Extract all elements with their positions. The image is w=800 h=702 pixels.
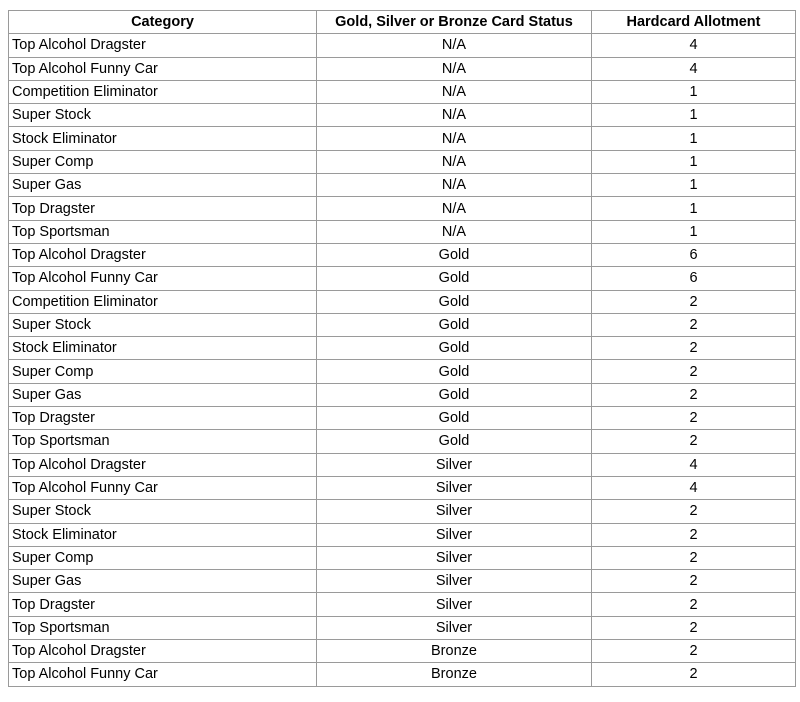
hardcard-allotment-cell: 2 (592, 500, 796, 523)
card-status-cell: Silver (317, 476, 592, 499)
table-row (9, 174, 796, 197)
card-status-cell: Gold (317, 383, 592, 406)
hardcard-allotment-cell: 2 (592, 663, 796, 686)
table-row (9, 383, 796, 406)
card-status-cell: Gold (317, 243, 592, 266)
card-status-cell: N/A (317, 174, 592, 197)
hardcard-allotment-cell: 1 (592, 197, 796, 220)
table-body (9, 34, 796, 686)
card-status-cell: Silver (317, 570, 592, 593)
header-category: Category (9, 11, 317, 34)
card-status-cell: Bronze (317, 663, 592, 686)
category-cell: Super Gas (9, 570, 317, 593)
table-row (9, 313, 796, 336)
hardcard-allotment-cell: 2 (592, 430, 796, 453)
hardcard-allotment-cell: 2 (592, 313, 796, 336)
hardcard-allotment-cell: 2 (592, 523, 796, 546)
hardcard-allotment-table (8, 10, 796, 687)
table-row (9, 453, 796, 476)
table-row (9, 243, 796, 266)
card-status-cell: N/A (317, 197, 592, 220)
card-status-cell: Silver (317, 616, 592, 639)
table-row (9, 476, 796, 499)
card-status-cell: N/A (317, 80, 592, 103)
category-cell: Top Alcohol Funny Car (9, 663, 317, 686)
category-cell: Stock Eliminator (9, 523, 317, 546)
hardcard-allotment-cell: 2 (592, 290, 796, 313)
category-cell: Top Dragster (9, 197, 317, 220)
category-cell: Super Stock (9, 104, 317, 127)
hardcard-allotment-cell: 2 (592, 640, 796, 663)
category-cell: Stock Eliminator (9, 337, 317, 360)
table-row (9, 430, 796, 453)
category-cell: Super Comp (9, 150, 317, 173)
category-cell: Top Alcohol Dragster (9, 243, 317, 266)
table-row (9, 407, 796, 430)
table-row (9, 197, 796, 220)
category-cell: Top Alcohol Dragster (9, 640, 317, 663)
table-row (9, 220, 796, 243)
table-row (9, 127, 796, 150)
hardcard-allotment-cell: 2 (592, 593, 796, 616)
category-cell: Super Comp (9, 360, 317, 383)
card-status-cell: Bronze (317, 640, 592, 663)
hardcard-allotment-cell: 2 (592, 383, 796, 406)
card-status-cell: Gold (317, 267, 592, 290)
category-cell: Top Alcohol Funny Car (9, 57, 317, 80)
table-row (9, 593, 796, 616)
category-cell: Super Gas (9, 383, 317, 406)
table-row (9, 546, 796, 569)
table-row (9, 616, 796, 639)
table-row (9, 663, 796, 686)
category-cell: Competition Eliminator (9, 290, 317, 313)
table-row (9, 500, 796, 523)
card-status-cell: N/A (317, 104, 592, 127)
card-status-cell: Gold (317, 290, 592, 313)
category-cell: Top Sportsman (9, 220, 317, 243)
card-status-cell: N/A (317, 34, 592, 57)
category-cell: Top Dragster (9, 593, 317, 616)
table-row (9, 104, 796, 127)
header-hardcard-allotment: Hardcard Allotment (592, 11, 796, 34)
table-row (9, 523, 796, 546)
table-row (9, 640, 796, 663)
hardcard-allotment-cell: 2 (592, 337, 796, 360)
category-cell: Top Sportsman (9, 430, 317, 453)
hardcard-allotment-cell: 4 (592, 453, 796, 476)
card-status-cell: N/A (317, 220, 592, 243)
hardcard-allotment-cell: 2 (592, 570, 796, 593)
hardcard-allotment-cell: 1 (592, 220, 796, 243)
card-status-cell: N/A (317, 127, 592, 150)
table-row (9, 290, 796, 313)
hardcard-allotment-cell: 2 (592, 616, 796, 639)
table-row (9, 34, 796, 57)
category-cell: Super Stock (9, 313, 317, 336)
category-cell: Top Sportsman (9, 616, 317, 639)
table-row (9, 80, 796, 103)
card-status-cell: N/A (317, 57, 592, 80)
hardcard-allotment-cell: 6 (592, 243, 796, 266)
hardcard-allotment-cell: 4 (592, 57, 796, 80)
table-header (9, 11, 796, 34)
category-cell: Top Alcohol Dragster (9, 34, 317, 57)
table-row (9, 267, 796, 290)
card-status-cell: N/A (317, 150, 592, 173)
hardcard-allotment-cell: 1 (592, 150, 796, 173)
category-cell: Top Dragster (9, 407, 317, 430)
category-cell: Competition Eliminator (9, 80, 317, 103)
card-status-cell: Gold (317, 360, 592, 383)
card-status-cell: Gold (317, 407, 592, 430)
table-row (9, 337, 796, 360)
table-row (9, 570, 796, 593)
card-status-cell: Gold (317, 337, 592, 360)
hardcard-allotment-cell: 2 (592, 360, 796, 383)
category-cell: Top Alcohol Dragster (9, 453, 317, 476)
hardcard-allotment-cell: 1 (592, 104, 796, 127)
hardcard-allotment-cell: 4 (592, 476, 796, 499)
card-status-cell: Gold (317, 430, 592, 453)
hardcard-allotment-cell: 2 (592, 546, 796, 569)
hardcard-allotment-cell: 1 (592, 127, 796, 150)
table-row (9, 360, 796, 383)
header-row (9, 11, 796, 34)
category-cell: Super Comp (9, 546, 317, 569)
category-cell: Super Gas (9, 174, 317, 197)
hardcard-allotment-cell: 1 (592, 80, 796, 103)
table-row (9, 57, 796, 80)
hardcard-allotment-cell: 4 (592, 34, 796, 57)
category-cell: Top Alcohol Funny Car (9, 476, 317, 499)
card-status-cell: Silver (317, 523, 592, 546)
category-cell: Top Alcohol Funny Car (9, 267, 317, 290)
card-status-cell: Silver (317, 500, 592, 523)
hardcard-allotment-cell: 1 (592, 174, 796, 197)
card-status-cell: Gold (317, 313, 592, 336)
hardcard-allotment-cell: 2 (592, 407, 796, 430)
table-row (9, 150, 796, 173)
header-card-status: Gold, Silver or Bronze Card Status (317, 11, 592, 34)
card-status-cell: Silver (317, 453, 592, 476)
category-cell: Stock Eliminator (9, 127, 317, 150)
card-status-cell: Silver (317, 546, 592, 569)
card-status-cell: Silver (317, 593, 592, 616)
hardcard-allotment-cell: 6 (592, 267, 796, 290)
category-cell: Super Stock (9, 500, 317, 523)
